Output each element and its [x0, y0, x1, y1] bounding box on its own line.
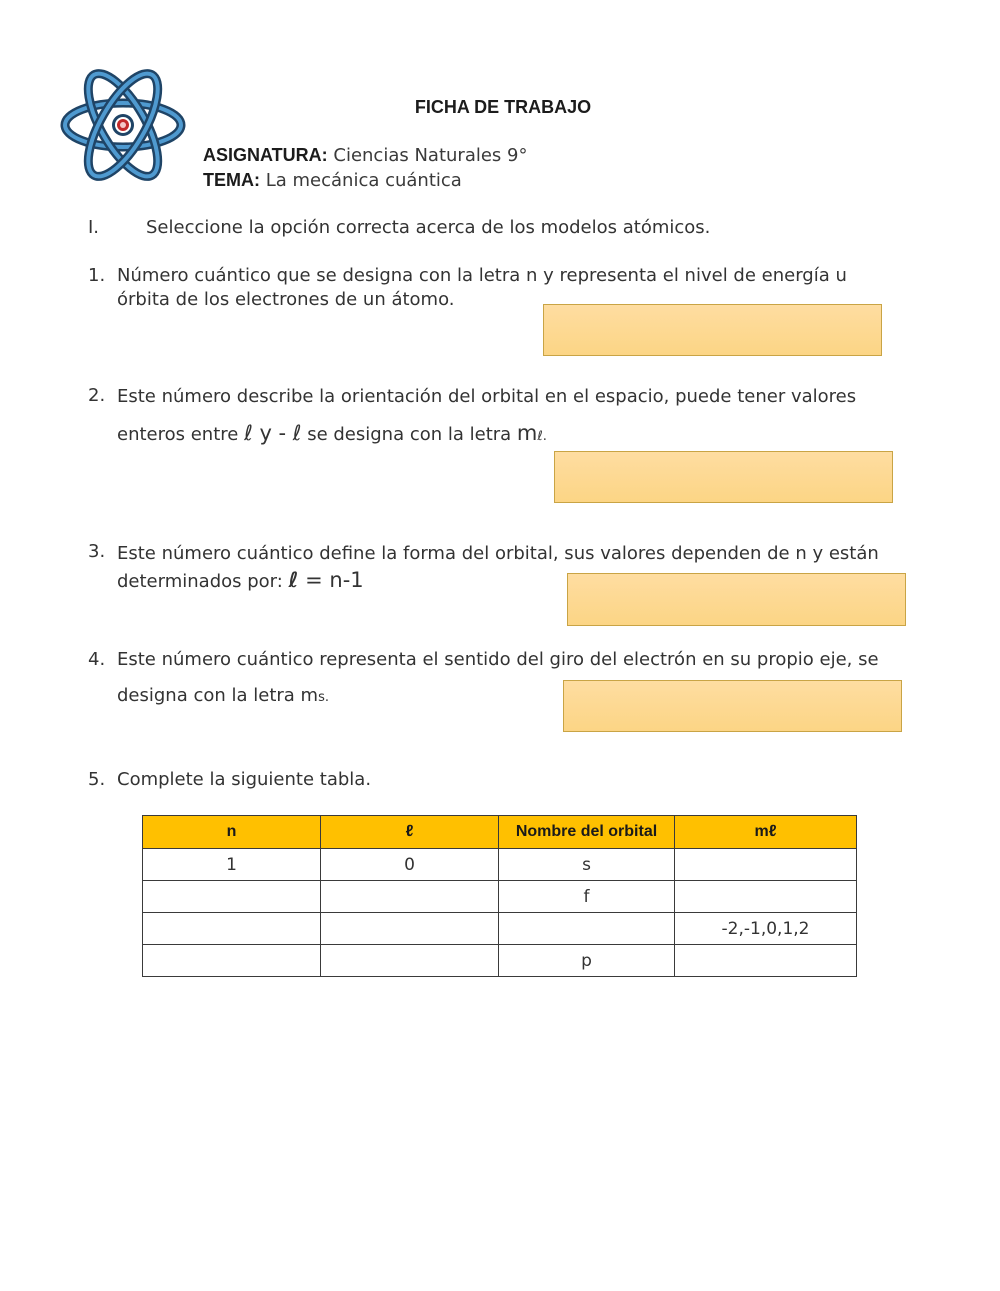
topic-value: La mecánica cuántica — [260, 170, 462, 191]
subject-line — [203, 145, 527, 166]
question-text: Este número cuántico representa el sentido del giro del electrón en su propio eje, se designa con la letra ms. — [117, 649, 879, 706]
table-row — [143, 881, 857, 913]
question-number: 1. — [88, 265, 106, 286]
table-row — [143, 849, 857, 881]
table-cell[interactable]: f — [499, 881, 675, 913]
table-cell[interactable]: 1 — [143, 849, 321, 881]
table-row — [143, 945, 857, 977]
table-cell[interactable]: p — [499, 945, 675, 977]
question-number: 5. — [88, 769, 106, 790]
table-cell[interactable] — [321, 913, 499, 945]
table-cell[interactable]: s — [499, 849, 675, 881]
orbital-table — [142, 815, 857, 977]
table-cell[interactable] — [143, 945, 321, 977]
answer-box-3[interactable] — [567, 573, 906, 626]
table-header-row — [143, 816, 857, 849]
question-2 — [0, 384, 1000, 444]
question-number: 2. — [88, 385, 106, 406]
subject-value: Ciencias Naturales 9° — [327, 145, 528, 166]
table-cell[interactable] — [675, 849, 857, 881]
question-text: Complete la siguiente tabla. — [117, 769, 372, 790]
table-cell[interactable] — [143, 913, 321, 945]
question-number: 3. — [88, 541, 106, 562]
column-header-l: ℓ — [321, 816, 499, 849]
answer-box-2[interactable] — [554, 451, 893, 503]
question-number: 4. — [88, 649, 106, 670]
table-cell[interactable] — [675, 945, 857, 977]
question-5 — [0, 768, 1000, 798]
table-cell[interactable] — [499, 913, 675, 945]
answer-box-4[interactable] — [563, 680, 902, 732]
column-header-ml: mℓ — [675, 816, 857, 849]
table-cell[interactable] — [321, 881, 499, 913]
question-text: Este número describe la orientación del orbital en el espacio, puede tener valores enteros entre ℓ y - ℓ se designa con la letra mℓ. — [117, 386, 857, 445]
table-cell[interactable]: 0 — [321, 849, 499, 881]
table-cell[interactable] — [675, 881, 857, 913]
table-cell[interactable] — [143, 881, 321, 913]
table-row — [143, 913, 857, 945]
answer-box-1[interactable] — [543, 304, 882, 356]
subject-label: ASIGNATURA: — [203, 145, 328, 165]
question-text: Este número cuántico define la forma del orbital, sus valores dependen de n y están determinados por: ℓ = n-1 — [117, 543, 879, 592]
column-header-orbital: Nombre del orbital — [499, 816, 675, 849]
topic-line — [203, 170, 462, 191]
atom-icon — [60, 62, 186, 188]
column-header-n: n — [143, 816, 321, 849]
topic-label: TEMA: — [203, 170, 260, 190]
section-instruction: Seleccione la opción correcta acerca de los modelos atómicos. — [146, 217, 711, 238]
page-title: FICHA DE TRABAJO — [414, 97, 592, 117]
section-numeral: I. — [88, 217, 100, 238]
question-text: Número cuántico que se designa con la letra n y representa el nivel de energía u órbita de los electrones de un átomo. — [117, 265, 847, 310]
table-cell[interactable] — [321, 945, 499, 977]
table-cell[interactable]: -2,-1,0,1,2 — [675, 913, 857, 945]
